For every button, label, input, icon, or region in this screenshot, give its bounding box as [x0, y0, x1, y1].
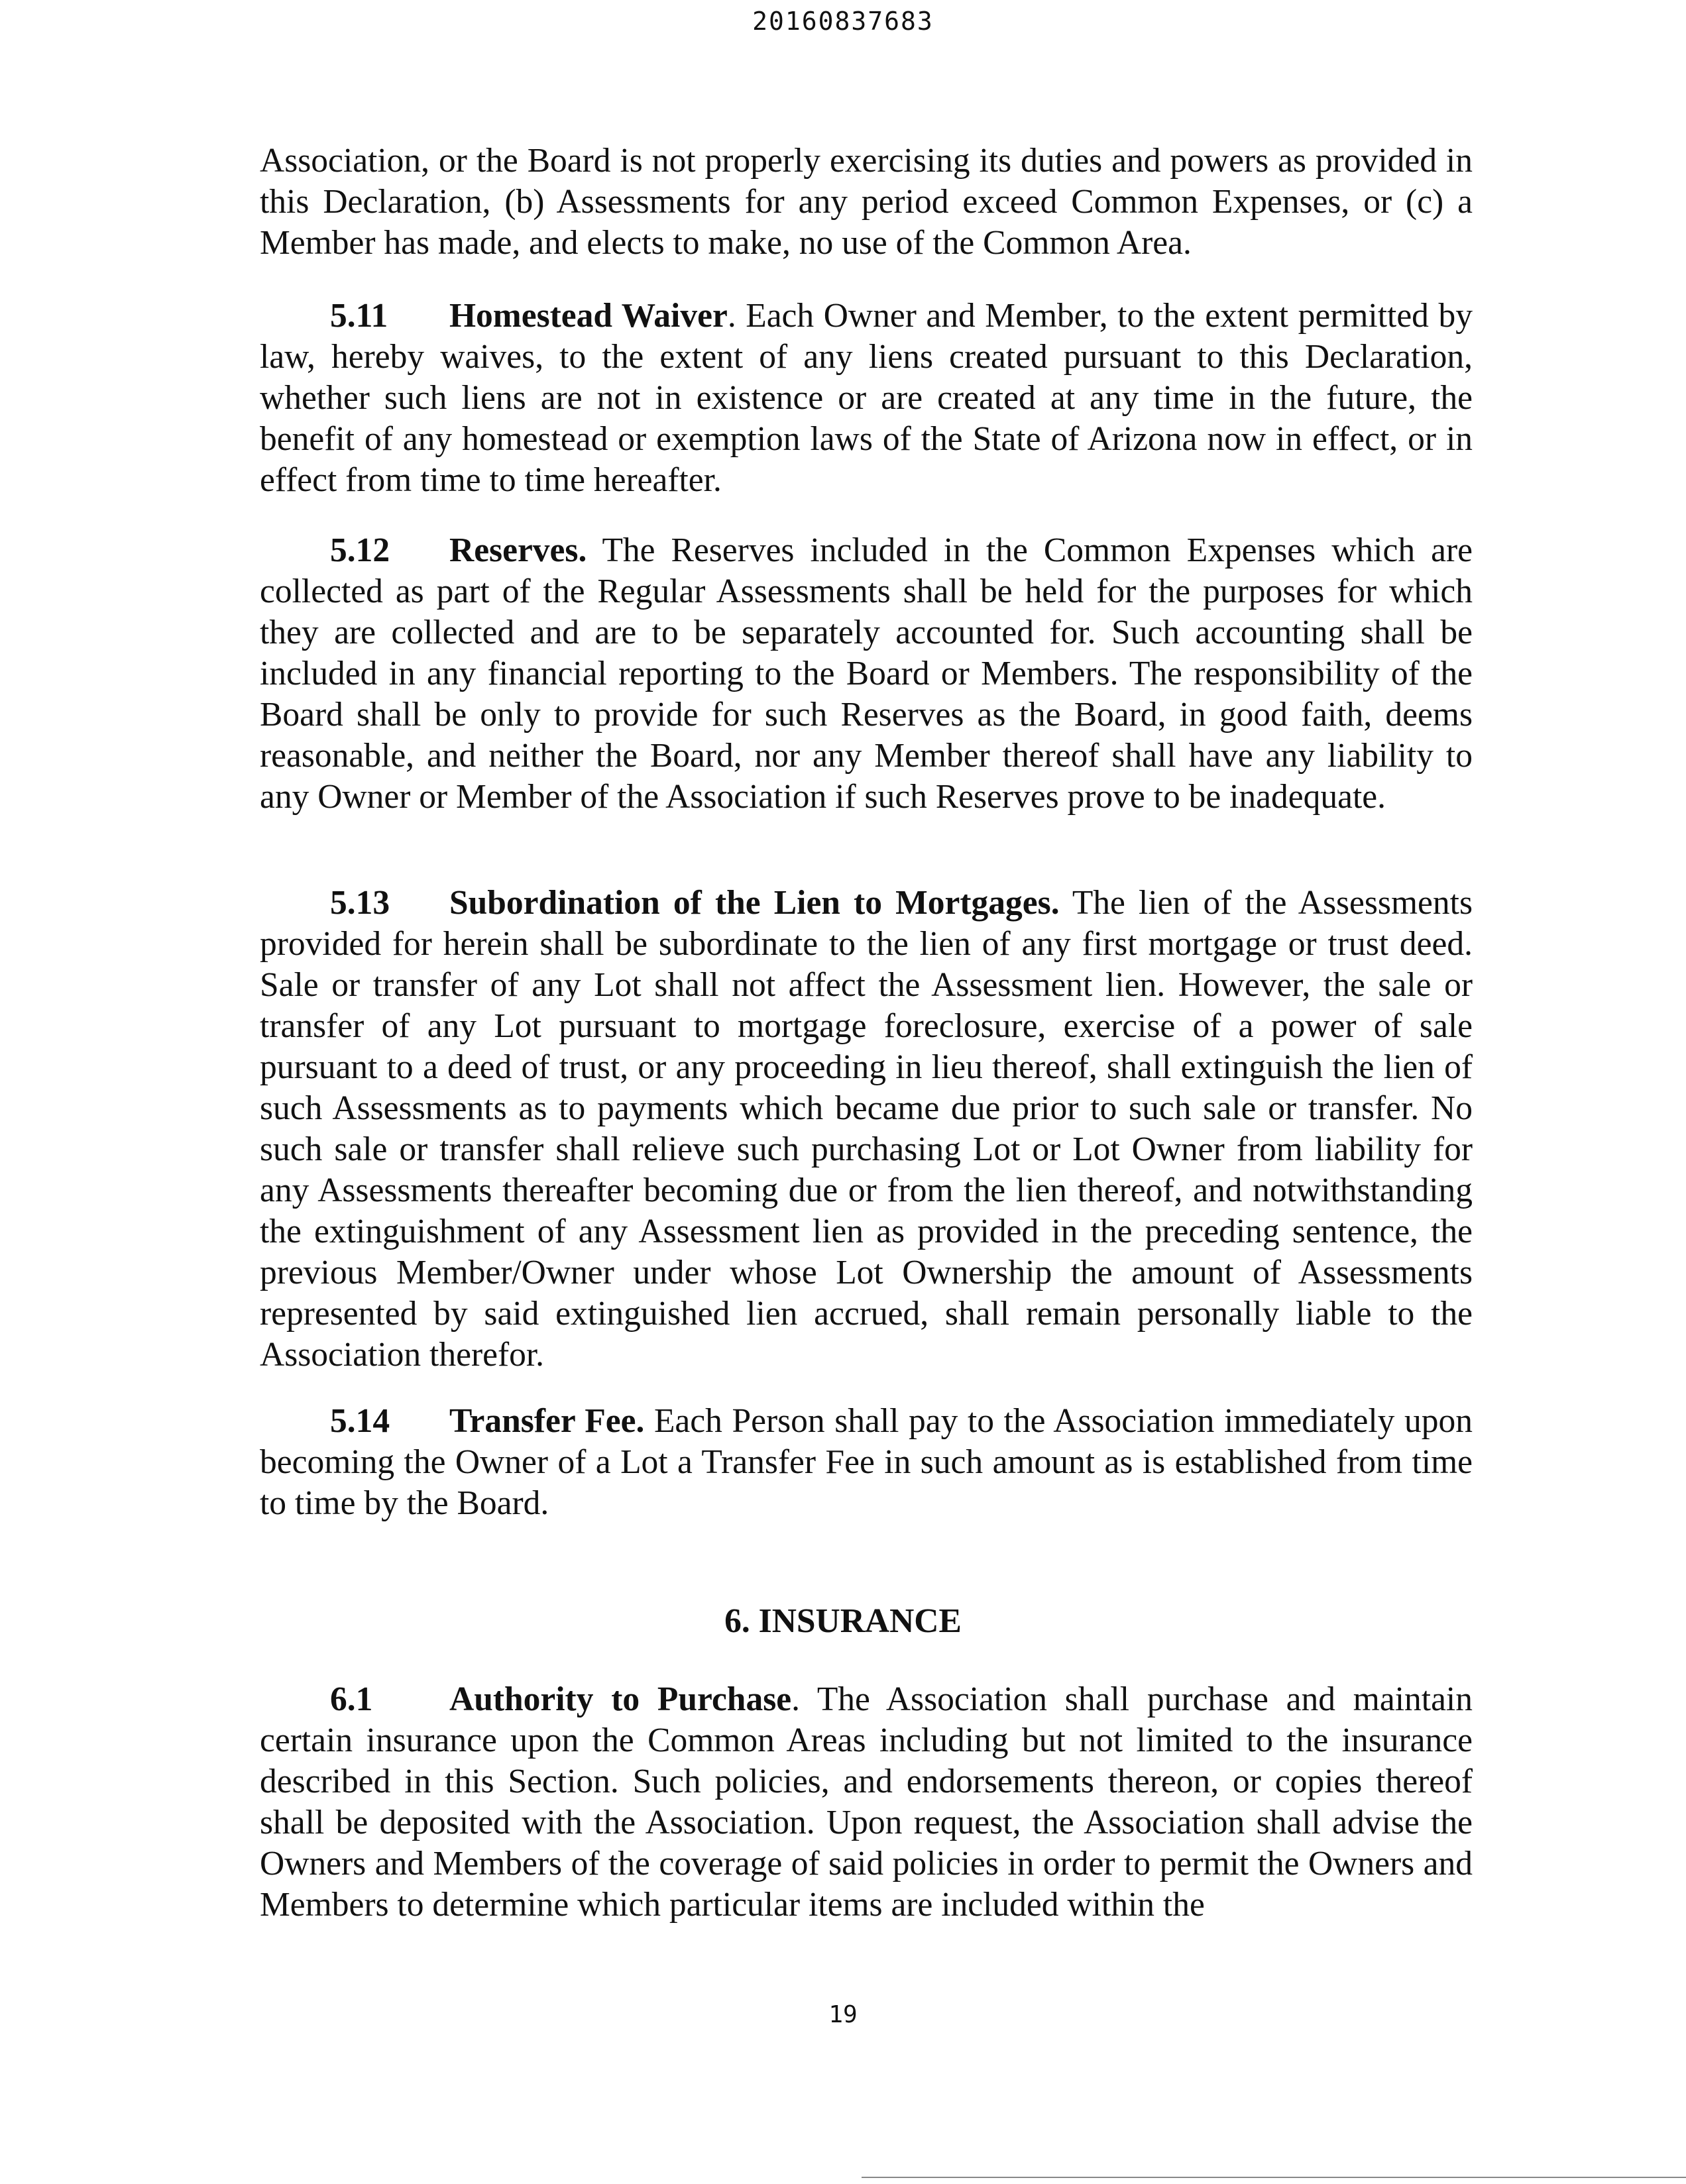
section-number: 5.12: [330, 531, 390, 569]
section-number: 5.11: [330, 297, 388, 335]
section-5-13: [260, 883, 1473, 1376]
document-id: 20160837683: [752, 7, 934, 36]
bottom-rule: [862, 2177, 1686, 2178]
section-5-12: [260, 530, 1473, 818]
section-6-heading: 6. INSURANCE: [724, 1602, 962, 1640]
section-number: 5.14: [330, 1402, 390, 1440]
section-5-14: [260, 1401, 1473, 1524]
section-title: Homestead Waiver: [449, 297, 728, 335]
section-body: The lien of the Assessments provided for herein shall be subordinate to the lien of any first mortgage or trust deed. Sale or transfer of any Lot shall not affect the Assessment lien. However, the sale or transfer of any Lot pursuant to mortgage foreclosure, exercise of a power of sale pursuant to a deed of trust, or any proceeding in lieu thereof, shall extinguish the lien of such Assessments as to payments which became due prior to such sale or transfer. No such sale or transfer shall relieve such purchasing Lot or Lot Owner from liability for any Assessments thereafter becoming due or from the lien thereof, and notwithstanding the extinguishment of any Assessment lien as provided in the preceding sentence, the previous Member/Owner under whose Lot Ownership the amount of Assessments represented by said extinguished lien accrued, shall remain personally liable to the Association therefor.: [260, 884, 1473, 1374]
section-title: Transfer Fee.: [449, 1402, 645, 1440]
section-title: Reserves.: [449, 531, 587, 569]
section-body: Each Person shall pay to the Association immediately upon becoming the Owner of a Lot a Transfer Fee in such amount as is established from time to time by the Board.: [260, 1402, 1473, 1522]
section-5-11: [260, 296, 1473, 501]
section-number: 6.1: [330, 1680, 373, 1718]
section-body: . Each Owner and Member, to the extent permitted by law, hereby waives, to the extent of any liens created pursuant to this Declaration, whether such liens are not in existence or are created at any time in the future, the benefit of any homestead or exemption laws of the State of Arizona now in effect, or in effect from time to time hereafter.: [260, 297, 1473, 499]
page-number: 19: [828, 2001, 858, 2028]
section-6-1: [260, 1679, 1473, 1926]
section-body: The Reserves included in the Common Expenses which are collected as part of the Regular Assessments shall be held for the purposes for which they are collected and are to be separately accounted for. Such accounting shall be included in any financial reporting to the Board or Members. The responsibility of the Board shall be only to provide for such Reserves as the Board, in good faith, deems reasonable, and neither the Board, nor any Member thereof shall have any liability to any Owner or Member of the Association if such Reserves prove to be inadequate.: [260, 531, 1473, 816]
paragraph-continuation: Association, or the Board is not properly exercising its duties and powers as provided in this Declaration, (b) Assessments for any period exceed Common Expenses, or (c) a Member has made, and elects to make, no use of the Common Area.: [260, 142, 1473, 262]
section-title: Authority to Purchase: [449, 1680, 792, 1718]
section-body: . The Association shall purchase and maintain certain insurance upon the Common Areas including but not limited to the insurance described in this Section. Such policies, and endorsements thereon, or copies thereof shall be deposited with the Association. Upon request, the Association shall advise the Owners and Members of the coverage of said policies in order to permit the Owners and Members to determine which particular items are included within the: [260, 1680, 1473, 1924]
section-number: 5.13: [330, 884, 390, 922]
section-title: Subordination of the Lien to Mortgages.: [449, 884, 1060, 922]
